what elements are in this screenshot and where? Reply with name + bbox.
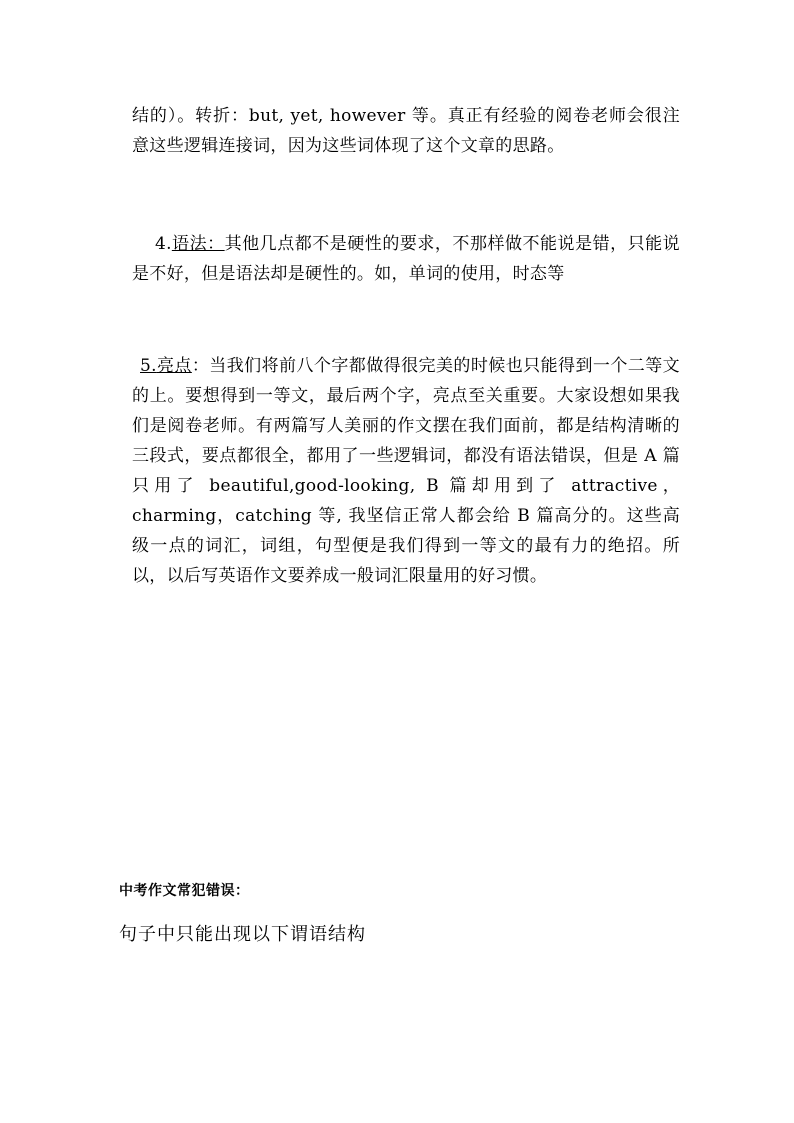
item-number: 4.	[155, 234, 172, 254]
paragraph-grammar	[132, 229, 680, 289]
section-line: 句子中只能出现以下谓语结构	[119, 924, 366, 945]
item-heading: 语法：	[171, 234, 225, 254]
paragraph-highlights	[132, 351, 680, 591]
item-heading: 亮点	[156, 356, 192, 376]
paragraph-text: 其他几点都不是硬性的要求，不那样做不能说是错，只能说是不好，但是语法却是硬性的。如，单词的使用，时态等	[132, 234, 680, 284]
item-number: 5.	[140, 356, 157, 376]
paragraph-text: ：当我们将前八个字都做得很完美的时候也只能得到一个二等文的上。要想得到一等文，最后两个字，亮点至关重要。大家设想如果我们是阅卷老师。有两篇写人美丽的作文摆在我们面前，都是结构清晰的三段式，要点都很全，都用了一些逻辑词，都没有语法错误，但是 A 篇只用了 beautiful,good-looking, B 篇却用到了 attractive，charming，catching 等, 我坚信正常人都会给 B 篇高分的。这些高级一点的词汇，词组，句型便是我们得到一等文的最有力的绝招。所以，以后写英语作文要养成一般词汇限量用的好习惯。	[132, 356, 680, 586]
paragraph-text: 结的）。转折：but, yet, however 等。真正有经验的阅卷老师会很注意这些逻辑连接词，因为这些词体现了这个文章的思路。	[132, 106, 680, 156]
section-title-common-errors: 中考作文常犯错误：	[119, 883, 250, 899]
paragraph-transitions	[132, 101, 680, 161]
